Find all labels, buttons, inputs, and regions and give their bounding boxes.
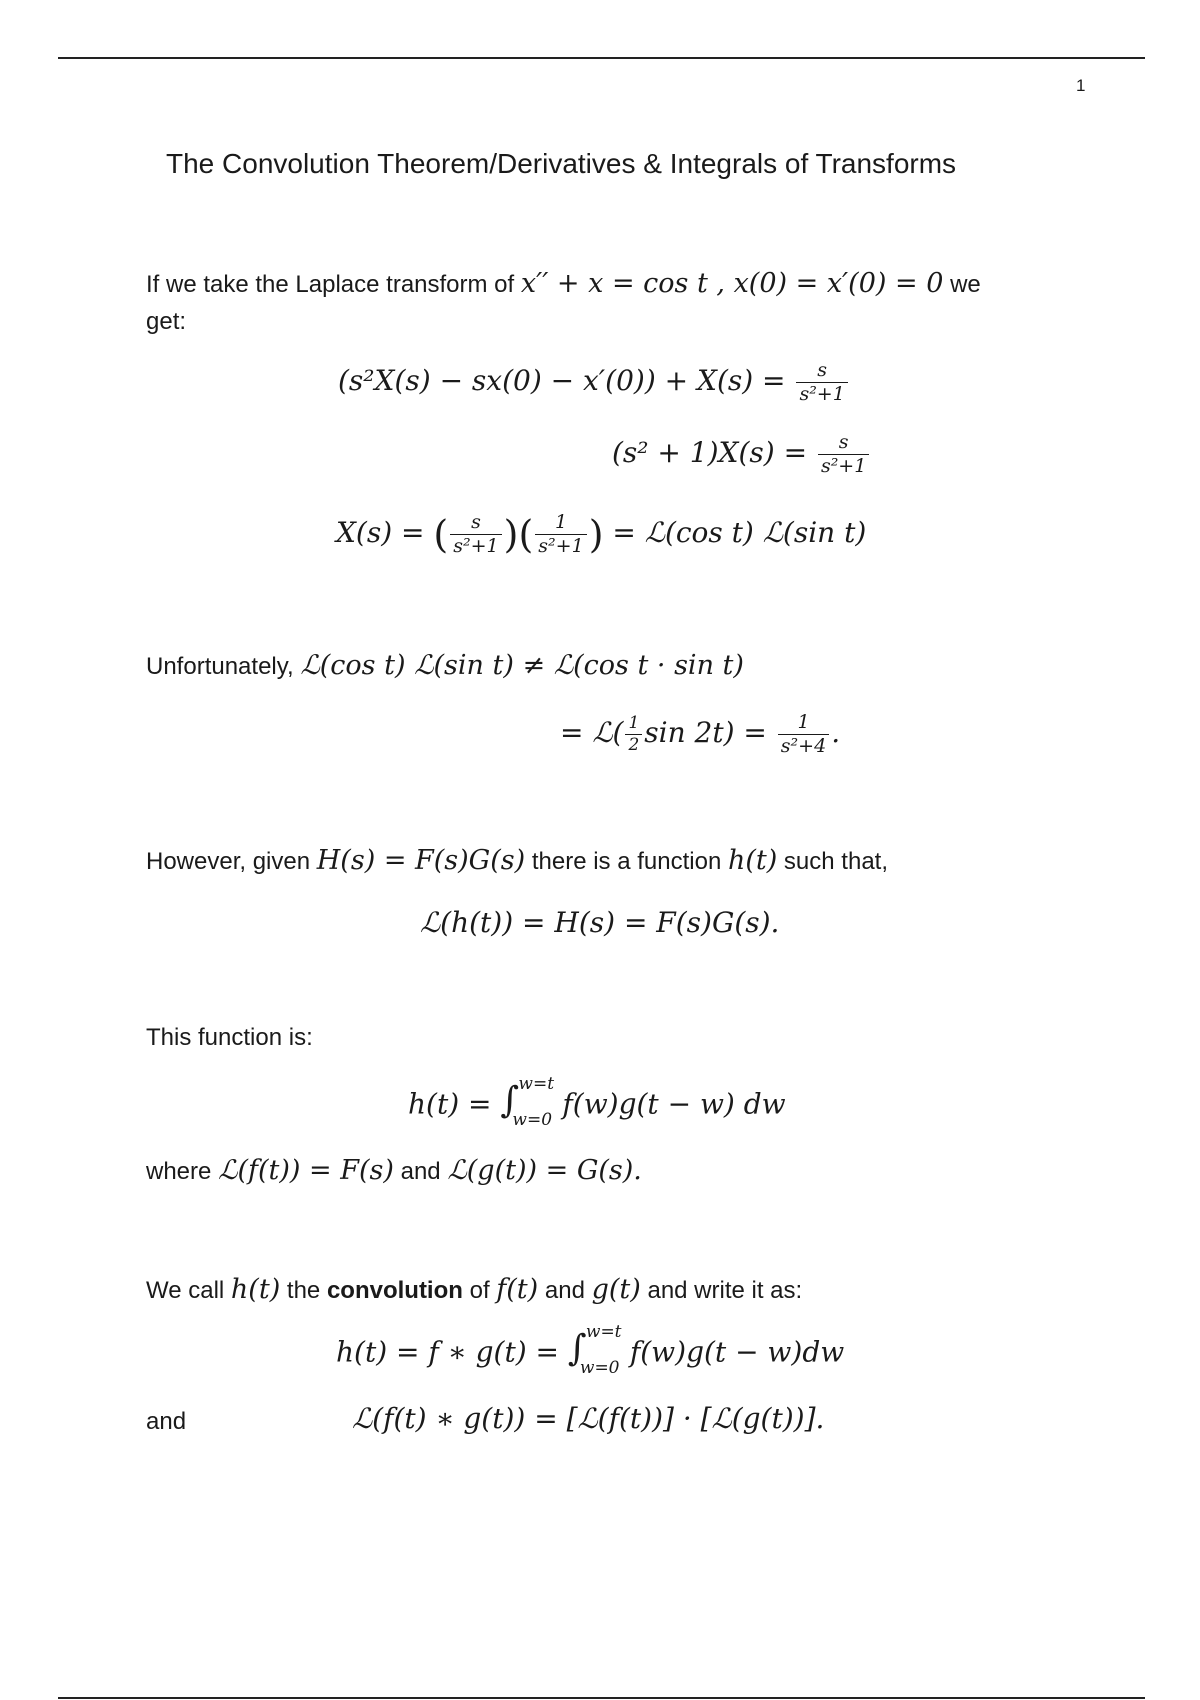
eq6-lower-limit: w=0 — [512, 1110, 553, 1130]
eq6-lhs: h(t) = — [408, 1087, 492, 1121]
h-equals-fg: H(s) = F(s)G(s) — [316, 845, 526, 876]
eq7-upper-limit: w=t — [585, 1322, 622, 1342]
eq4-mid: sin 2t) = — [644, 715, 767, 749]
where-text: where — [146, 1158, 219, 1185]
equation-laplace-h: ℒ(h(t)) = H(s) = F(s)G(s). — [420, 906, 780, 939]
equation-product: X(s) = ( $\frac{s}{\text{s²+1}}$ )( $\frac{1}{\text{s²+1}}$ ) = ℒ(cos t) ℒ(sin t) — [336, 511, 867, 557]
intro-paragraph-line2: get: — [146, 308, 187, 335]
page-title: The Convolution Theorem/Derivatives & Integrals of Transforms — [166, 148, 957, 179]
eq4-half-den: 2 — [628, 734, 640, 755]
unfortunately-paragraph — [146, 650, 744, 681]
we-call-text: We call — [146, 1277, 231, 1304]
write-it-text: and write it as: — [640, 1277, 803, 1304]
eq4-denominator: s²+4 — [780, 734, 827, 757]
intro-paragraph-line1 — [146, 268, 981, 299]
eq6-integrand: f(w)g(t − w) dw — [562, 1087, 786, 1121]
laplace-f: ℒ(f(t)) = F(s) — [218, 1155, 394, 1186]
intro-suffix: we — [943, 271, 981, 298]
eq3-frac2-den: s²+1 — [538, 534, 584, 557]
however-mid: there is a function — [525, 848, 728, 875]
ode-expression: x′′ + x = cos t , x(0) = x′(0) = 0 — [520, 268, 944, 299]
eq7-integrand: f(w)g(t − w)dw — [629, 1335, 845, 1369]
where-paragraph — [146, 1155, 642, 1186]
convolution-term: convolution — [326, 1277, 463, 1304]
eq3-frac1-num: s — [450, 512, 501, 535]
eq4-tail: . — [831, 715, 841, 749]
bottom-rule — [58, 1697, 1145, 1699]
eq7-lower-limit: w=0 — [579, 1358, 620, 1378]
g-of-t: g(t) — [591, 1274, 641, 1305]
unfortunately-text: Unfortunately, — [146, 653, 301, 680]
eq6-upper-limit: w=t — [518, 1074, 555, 1094]
eq3-rhs: = ℒ(cos t) ℒ(sin t) — [612, 515, 867, 549]
eq2-denominator: s²+1 — [820, 454, 867, 477]
laplace-g: ℒ(g(t)) = G(s). — [447, 1155, 642, 1186]
equation-transform-lhs — [338, 360, 850, 405]
of-text: of — [462, 1277, 497, 1304]
page-number: 1 — [1076, 76, 1086, 95]
eq3-lhs: X(s) = — [336, 515, 425, 549]
and-text: and — [538, 1277, 592, 1304]
eq4-half-num: 1 — [625, 714, 642, 735]
eq4-lead: = ℒ( — [560, 715, 624, 749]
equation-convolution-notation — [336, 1322, 845, 1378]
eq7-lhs: h(t) = f ∗ g(t) = — [336, 1335, 559, 1369]
eq3-frac2-num: 1 — [535, 512, 586, 535]
and-label: and — [146, 1408, 187, 1435]
however-paragraph — [146, 845, 888, 876]
eq3-frac1-den: s²+1 — [453, 534, 499, 557]
f-of-t: f(t) — [496, 1274, 539, 1305]
top-rule — [58, 57, 1145, 59]
integral-sign: ∫ w=t w=0 — [500, 1074, 555, 1130]
equation-factored — [612, 432, 871, 477]
convolution-definition-paragraph — [146, 1274, 802, 1305]
h-of-t: h(t) — [727, 845, 778, 876]
eq4-numerator: 1 — [778, 712, 829, 735]
where-and: and — [393, 1158, 448, 1185]
function-is-label: This function is: — [146, 1024, 313, 1051]
equation-convolution-integral — [408, 1074, 786, 1130]
eq1-numerator: s — [796, 360, 847, 383]
equation-half-sin — [560, 712, 840, 757]
the-text: the — [280, 1277, 327, 1304]
intro-text: If we take the Laplace transform of — [146, 271, 521, 298]
eq1-lhs: (s²X(s) − sx(0) − x′(0)) + X(s) = — [338, 363, 786, 397]
however-suffix: such that, — [777, 848, 888, 875]
equation-convolution-theorem: ℒ(f(t) ∗ g(t)) = [ℒ(f(t))] · [ℒ(g(t))]. — [352, 1402, 825, 1435]
h-of-t-2: h(t) — [230, 1274, 281, 1305]
inequality-expression: ℒ(cos t) ℒ(sin t) ≠ ℒ(cos t · sin t) — [300, 650, 744, 681]
eq2-lhs: (s² + 1)X(s) = — [612, 435, 808, 469]
eq1-denominator: s²+1 — [799, 382, 845, 405]
eq2-numerator: s — [818, 432, 869, 455]
however-text: However, given — [146, 848, 317, 875]
integral-sign-2: ∫ w=t w=0 — [567, 1322, 622, 1378]
